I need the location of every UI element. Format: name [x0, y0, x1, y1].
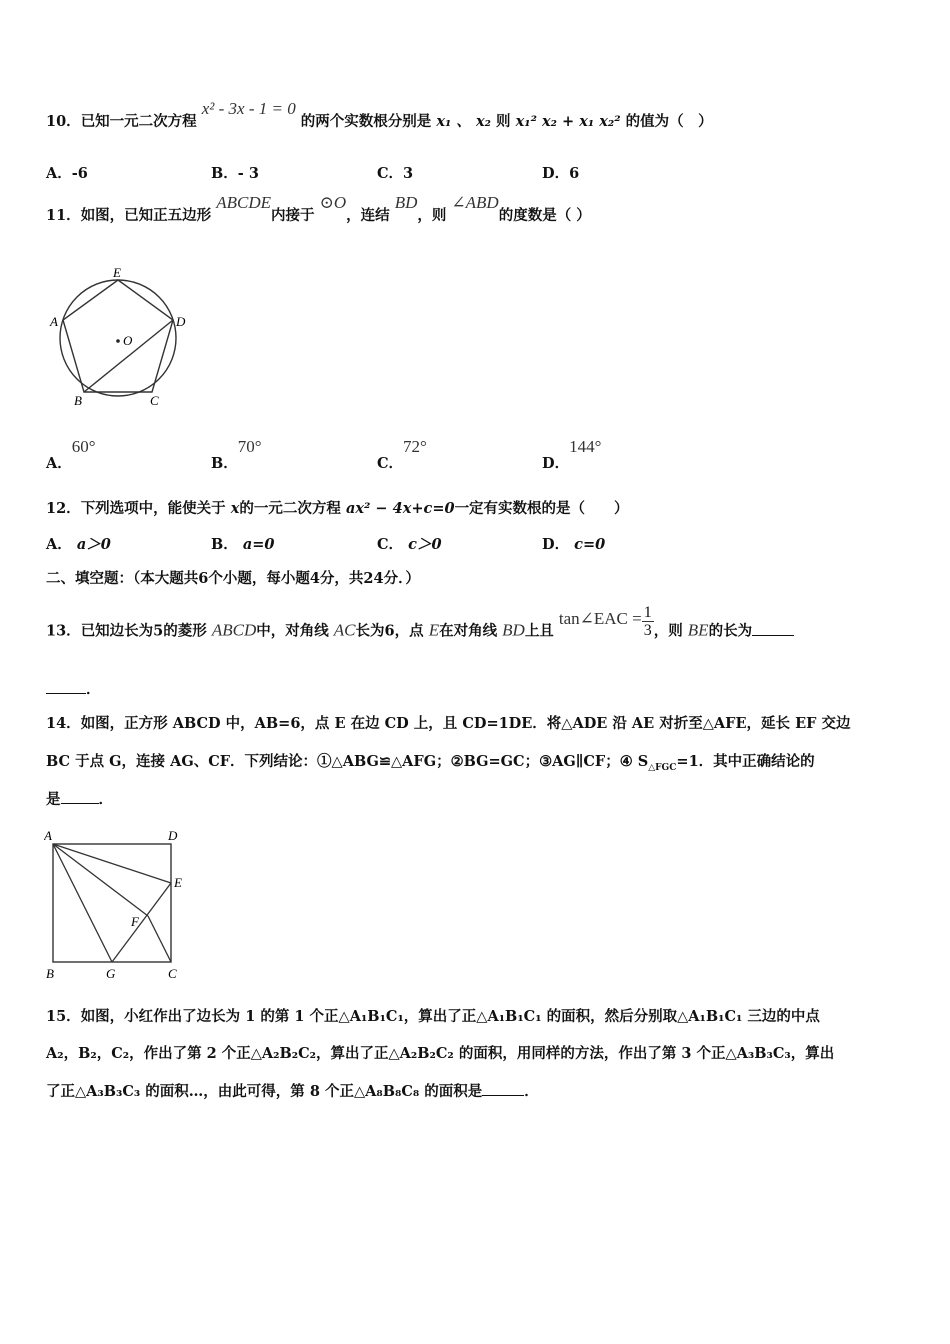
label-b: B [46, 966, 54, 981]
q13-fraction: $\frac{1}{3}$ [643, 604, 652, 639]
segment-af [53, 844, 148, 916]
q11-pentagon-figure [46, 268, 196, 410]
q14-answer-blank[interactable] [61, 789, 99, 804]
label-b: B [74, 393, 82, 408]
section-heading: 二、填空题：（本大题共6个小题，每小题4分，共24分．） [46, 570, 420, 587]
q11-stem: 11．如图，已知正五边形 ABCDE内接于 ⊙O，连结 BD，则 ∠ABD的度数是（ ） [46, 193, 591, 224]
q15-line2: A₂，B₂，C₂，作出了第 2 个正△A₂B₂C₂，算出了正△A₂B₂C₂ 的面积，用同样的方法，作出了第 3 个正△A₃B₃C₃，算出 [46, 1045, 835, 1062]
label-d: D [176, 314, 186, 329]
label-c: C [150, 393, 159, 408]
q11-option-c[interactable]: C．72° [377, 437, 427, 472]
label-g: G [106, 966, 116, 981]
q10-roots: x₁ 、 x₂ [436, 113, 491, 130]
segment-ag [53, 844, 112, 962]
label-f: F [131, 914, 139, 929]
q13-stem: 13．已知边长为5的菱形 ABCD中，对角线 AC长为6，点 E在对角线 BD上且 tan∠EAC = $\frac{1}{3}$ ，则 BE的长为 [46, 614, 794, 649]
q12-equation: ax² − 4x+c=0 [345, 500, 455, 517]
q10-option-a[interactable]: A．-6 [46, 165, 88, 182]
q11-option-b[interactable]: B．70° [211, 437, 262, 472]
label-o: O [123, 333, 133, 348]
q10-option-d[interactable]: D．6 [542, 165, 580, 182]
center-dot [116, 339, 120, 343]
q10-expression: x₁² x₂ + x₁ x₂² [515, 113, 621, 130]
q14-line2: BC 于点 G，连接 AG、CF．下列结论：①△ABG≌△AFG；②BG=GC；③AG∥CF；④ $S_{\triangle FGC}=1$．其中正确结论的 [46, 753, 815, 773]
q10-option-c[interactable]: C．3 [377, 165, 414, 182]
q12-option-a[interactable]: A． a＞0 [46, 536, 111, 553]
segment-ae [53, 844, 171, 883]
q14-line3: 是 ． [46, 791, 113, 808]
segment-fc [148, 916, 171, 962]
q14-line1: 14．如图，正方形 ABCD 中，AB=6，点 E 在边 CD 上，且 CD=1DE．将△ADE 沿 AE 对折至△AFE，延长 EF 交边 [46, 715, 851, 732]
label-a: A [50, 314, 58, 329]
q12-stem: 12．下列选项中，能使关于 x的一元二次方程 ax² − 4x+c=0一定有实数根的是（ ） [46, 500, 629, 517]
label-e: E [113, 268, 121, 280]
q11-option-d[interactable]: D．144° [542, 437, 602, 472]
circle-o [60, 280, 176, 396]
label-d: D [168, 828, 178, 843]
q12-option-c[interactable]: C． c＞0 [377, 536, 442, 553]
q15-answer-blank[interactable] [482, 1081, 524, 1096]
q15-line3: 了正△A₃B₃C₃ 的面积…，由此可得，第 8 个正△A₈B₈C₈ 的面积是 ． [46, 1083, 539, 1100]
segment-bd [84, 320, 173, 392]
q12-option-b[interactable]: B． a=0 [211, 536, 275, 553]
q14-square-figure [44, 826, 194, 982]
label-c: C [168, 966, 177, 981]
q13-answer-blank[interactable] [752, 621, 794, 636]
square-abcd [53, 844, 171, 962]
pentagon [63, 280, 173, 392]
q11-option-a[interactable]: A．60° [46, 437, 96, 472]
label-e: E [174, 875, 182, 890]
q13-answer-blank-cont[interactable] [46, 679, 86, 694]
q12-option-d[interactable]: D． c=0 [542, 536, 606, 553]
q10-option-b[interactable]: B．- 3 [211, 165, 259, 182]
q13-continuation: ． [46, 678, 101, 699]
q15-line1: 15．如图，小红作出了边长为 1 的第 1 个正△A₁B₁C₁，算出了正△A₁B₁C₁ 的面积，然后分别取△A₁B₁C₁ 三边的中点 [46, 1008, 820, 1025]
q10-equation: x² - 3x - 1 = 0 [201, 99, 296, 118]
label-a: A [44, 828, 52, 843]
q10-stem: 10．已知一元二次方程 x² - 3x - 1 = 0 的两个实数根分别是 x₁ 、 x₂ 则 x₁² x₂ + x₁ x₂² 的值为（ ） [46, 99, 713, 130]
